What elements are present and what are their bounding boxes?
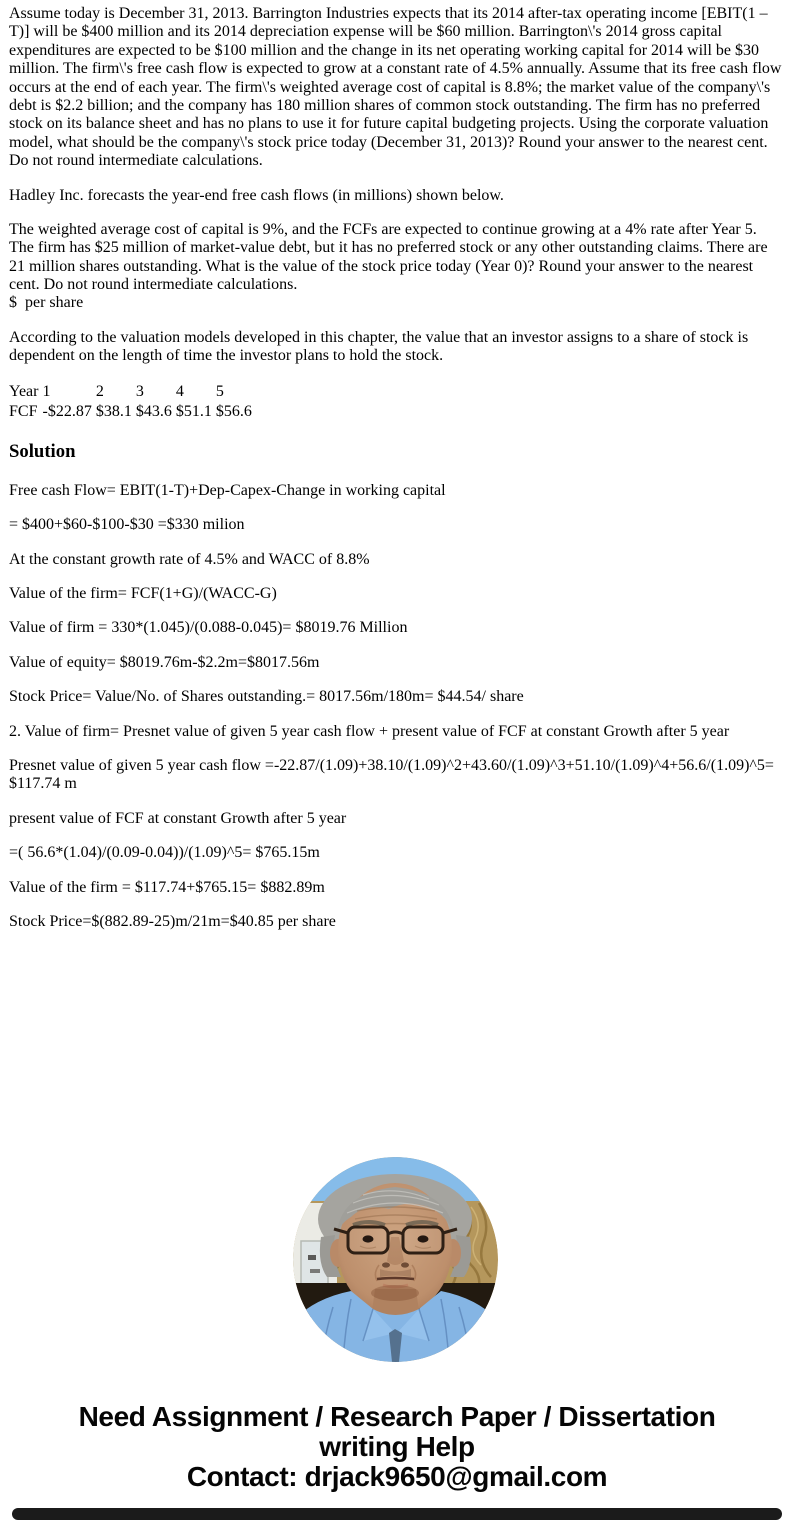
- fcf-table-value-row: [9, 402, 256, 422]
- solution-line: Stock Price=$(882.89-25)m/21m=$40.85 per share: [9, 913, 336, 930]
- footer-contact-email: Contact: drjack9650@gmail.com: [186, 1461, 608, 1492]
- footer-ad-line-1: Need Assignment / Research Paper / Dissertation: [78, 1401, 716, 1432]
- footer-ad: [0, 1402, 794, 1492]
- table-cell: $51.1: [175, 403, 212, 421]
- tutor-avatar: [293, 1157, 498, 1362]
- horizontal-scrollbar[interactable]: [12, 1508, 782, 1520]
- solution-line: At the constant growth rate of 4.5% and WACC of 8.8%: [9, 550, 370, 568]
- solution-heading: Solution: [9, 441, 76, 463]
- table-cell: $38.1: [95, 403, 132, 421]
- table-cell: -$22.87: [42, 403, 92, 421]
- fcf-table-header-row: [9, 382, 256, 402]
- solution-line: 2. Value of firm= Presnet value of given 5 year cash flow + present value of FCF at constant Growth after 5 year: [9, 722, 730, 740]
- solution-line: Value of the firm= FCF(1+G)/(WACC-G): [9, 585, 277, 603]
- solution-line: =( 56.6*(1.04)/(0.09-0.04))/(1.09)^5= $765.15m: [9, 844, 320, 862]
- table-cell: FCF: [9, 403, 38, 421]
- problem-2-text: [9, 221, 783, 313]
- table-cell: 4: [175, 382, 184, 400]
- table-cell: 1: [42, 382, 51, 400]
- solution-line: Free cash Flow= EBIT(1-T)+Dep-Capex-Change in working capital: [9, 481, 446, 499]
- table-cell: $56.6: [215, 403, 252, 421]
- solution-line: Value of firm = 330*(1.045)/(0.088-0.045)= $8019.76 Million: [9, 619, 408, 637]
- problem-2-intro: Hadley Inc. forecasts the year-end free cash flows (in millions) shown below.: [9, 186, 504, 204]
- table-cell: $43.6: [135, 403, 172, 421]
- table-cell: 5: [215, 382, 224, 400]
- solution-line: Value of the firm = $117.74+$765.15= $882.89m: [9, 878, 325, 896]
- table-cell: 3: [135, 382, 144, 400]
- answer-blank: $ per share: [9, 294, 84, 312]
- solution-line: present value of FCF at constant Growth after 5 year: [9, 809, 347, 827]
- problem-1-text: Assume today is December 31, 2013. Barrington Industries expects that its 2014 after-tax operating income [EBIT(1 – T)] will be $400 million and its 2014 depreciation expense will be $60 million. Barrington\'s 2014 gross capital expenditures are expected to be $100 million and the change in its net operating working capital for 2014 will be $30 million. The firm\'s free cash flow is expected to grow at a constant rate of 4.5% annually. Assume that its free cash flow occurs at the end of each year. The firm\'s weighted average cost of capital is 8.8%; the market value of the company\'s debt is $2.2 billion; and the company has 180 million shares of common stock outstanding. The firm has no preferred stock on its balance sheet and has no plans to use it for future capital budgeting projects. Using the corporate valuation model, what should be the company\'s stock price today (December 31, 2013)? Round your answer to the nearest cent. Do not round intermediate calculations.: [9, 5, 782, 170]
- solution-line: Value of equity= $8019.76m-$2.2m=$8017.56m: [9, 653, 320, 671]
- table-cell: 2: [95, 382, 104, 400]
- solution-line: Stock Price= Value/No. of Shares outstanding.= 8017.56m/180m= $44.54/ share: [9, 688, 524, 706]
- problem-3-text: According to the valuation models developed in this chapter, the value that an investor assigns to a share of stock is dependent on the length of time the investor plans to hold the stock.: [9, 328, 749, 365]
- solution-line: = $400+$60-$100-$30 =$330 milion: [9, 516, 245, 534]
- problem-2-body: The weighted average cost of capital is 9%, and the FCFs are expected to continue growing at a 4% rate after Year 5. The firm has $25 million of market-value debt, but it has no preferred stock or any other outstanding claims. There are 21 million shares outstanding. What is the value of the stock price today (Year 0)? Round your answer to the nearest cent. Do not round intermediate calculations.: [9, 220, 768, 294]
- tutor-portrait-image: [293, 1157, 498, 1362]
- table-cell: Year: [9, 382, 39, 400]
- footer-ad-line-2: writing Help: [319, 1431, 475, 1462]
- fcf-table: [9, 382, 256, 423]
- solution-line: Presnet value of given 5 year cash flow =-22.87/(1.09)+38.10/(1.09)^2+43.60/(1.09)^3+51.10/(1.09)^4+56.6/(1.09)^5= $117.74 m: [9, 757, 774, 793]
